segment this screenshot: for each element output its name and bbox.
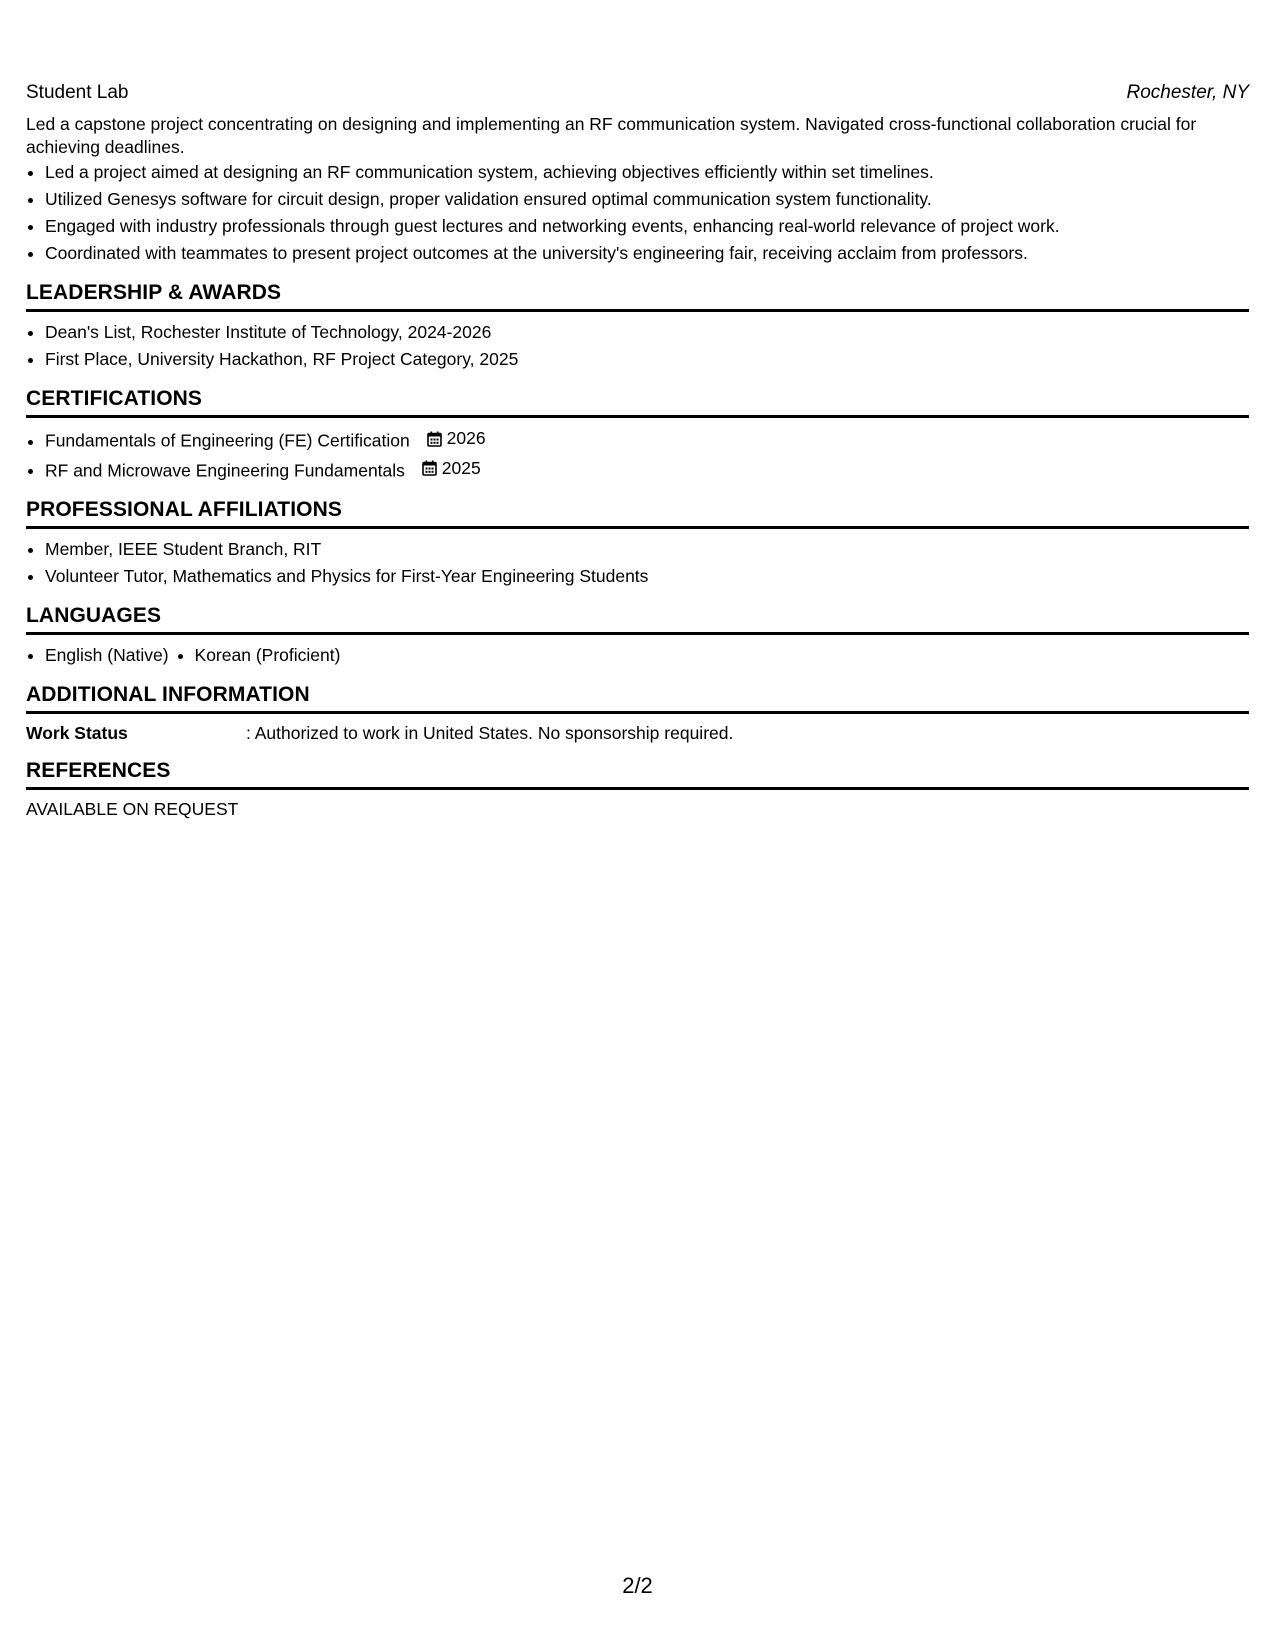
language-item: • English (Native) <box>45 642 169 669</box>
affiliations-list <box>26 536 1249 590</box>
experience-header <box>26 80 1249 106</box>
section-title-additional: ADDITIONAL INFORMATION <box>26 681 1249 714</box>
experience-bullet: • Coordinated with teammates to present project outcomes at the university's engineering fair, receiving acclaim from professors. <box>45 240 1249 267</box>
experience-bullets <box>26 159 1249 267</box>
page-number: 2/2 <box>622 1573 653 1598</box>
affiliation-item: • Member, IEEE Student Branch, RIT <box>45 536 1249 563</box>
work-status-value: : Authorized to work in United States. No sponsorship required. <box>246 723 734 743</box>
calendar-icon <box>427 431 442 447</box>
experience-bullet: • Utilized Genesys software for circuit design, proper validation ensured optimal communication system functionality. <box>45 186 1249 213</box>
additional-section <box>26 681 1249 745</box>
section-title-references: REFERENCES <box>26 757 1249 790</box>
experience-summary: Led a capstone project concentrating on designing and implementing an RF communication system. Navigated cross-functional collaboration crucial for achieving deadlines. <box>26 114 1197 157</box>
leadership-list <box>26 319 1249 373</box>
experience-location: Rochester, NY <box>1126 82 1249 103</box>
certification-date <box>422 455 481 482</box>
references-text: AVAILABLE ON REQUEST <box>26 799 239 819</box>
resume-page <box>26 80 1249 821</box>
language-item: • Korean (Proficient) <box>195 642 341 669</box>
calendar-icon <box>422 460 437 476</box>
certifications-section <box>26 385 1249 484</box>
leadership-section <box>26 279 1249 373</box>
experience-bullet: • Engaged with industry professionals through guest lectures and networking events, enhancing real-world relevance of project work. <box>45 213 1249 240</box>
languages-section <box>26 602 1249 669</box>
certification-year: 2026 <box>446 428 486 448</box>
work-status-row <box>26 721 1249 745</box>
section-title-certifications: CERTIFICATIONS <box>26 385 1249 418</box>
section-title-languages: LANGUAGES <box>26 602 1249 635</box>
experience-entry <box>26 80 1249 267</box>
certification-year: 2025 <box>441 457 481 478</box>
certification-item <box>45 455 1249 485</box>
certification-name: RF and Microwave Engineering Fundamentals <box>45 460 405 480</box>
certification-name: Fundamentals of Engineering (FE) Certification <box>45 430 410 451</box>
certification-date <box>427 425 486 452</box>
section-title-leadership: LEADERSHIP & AWARDS <box>26 279 1249 312</box>
affiliations-section <box>26 496 1249 590</box>
affiliation-item: • Volunteer Tutor, Mathematics and Physics for First-Year Engineering Students <box>45 563 1249 590</box>
certifications-list <box>26 425 1249 484</box>
experience-organization: Student Lab <box>26 82 129 103</box>
work-status-label: Work Status <box>26 723 128 743</box>
references-section <box>26 757 1249 821</box>
languages-list <box>26 642 1249 669</box>
section-title-affiliations: PROFESSIONAL AFFILIATIONS <box>26 496 1249 529</box>
certification-item <box>45 425 1249 455</box>
leadership-item: • First Place, University Hackathon, RF Project Category, 2025 <box>45 346 1249 373</box>
leadership-item: • Dean's List, Rochester Institute of Technology, 2024-2026 <box>45 319 1249 346</box>
experience-bullet: • Led a project aimed at designing an RF communication system, achieving objectives efficiently within set timelines. <box>45 159 1249 186</box>
